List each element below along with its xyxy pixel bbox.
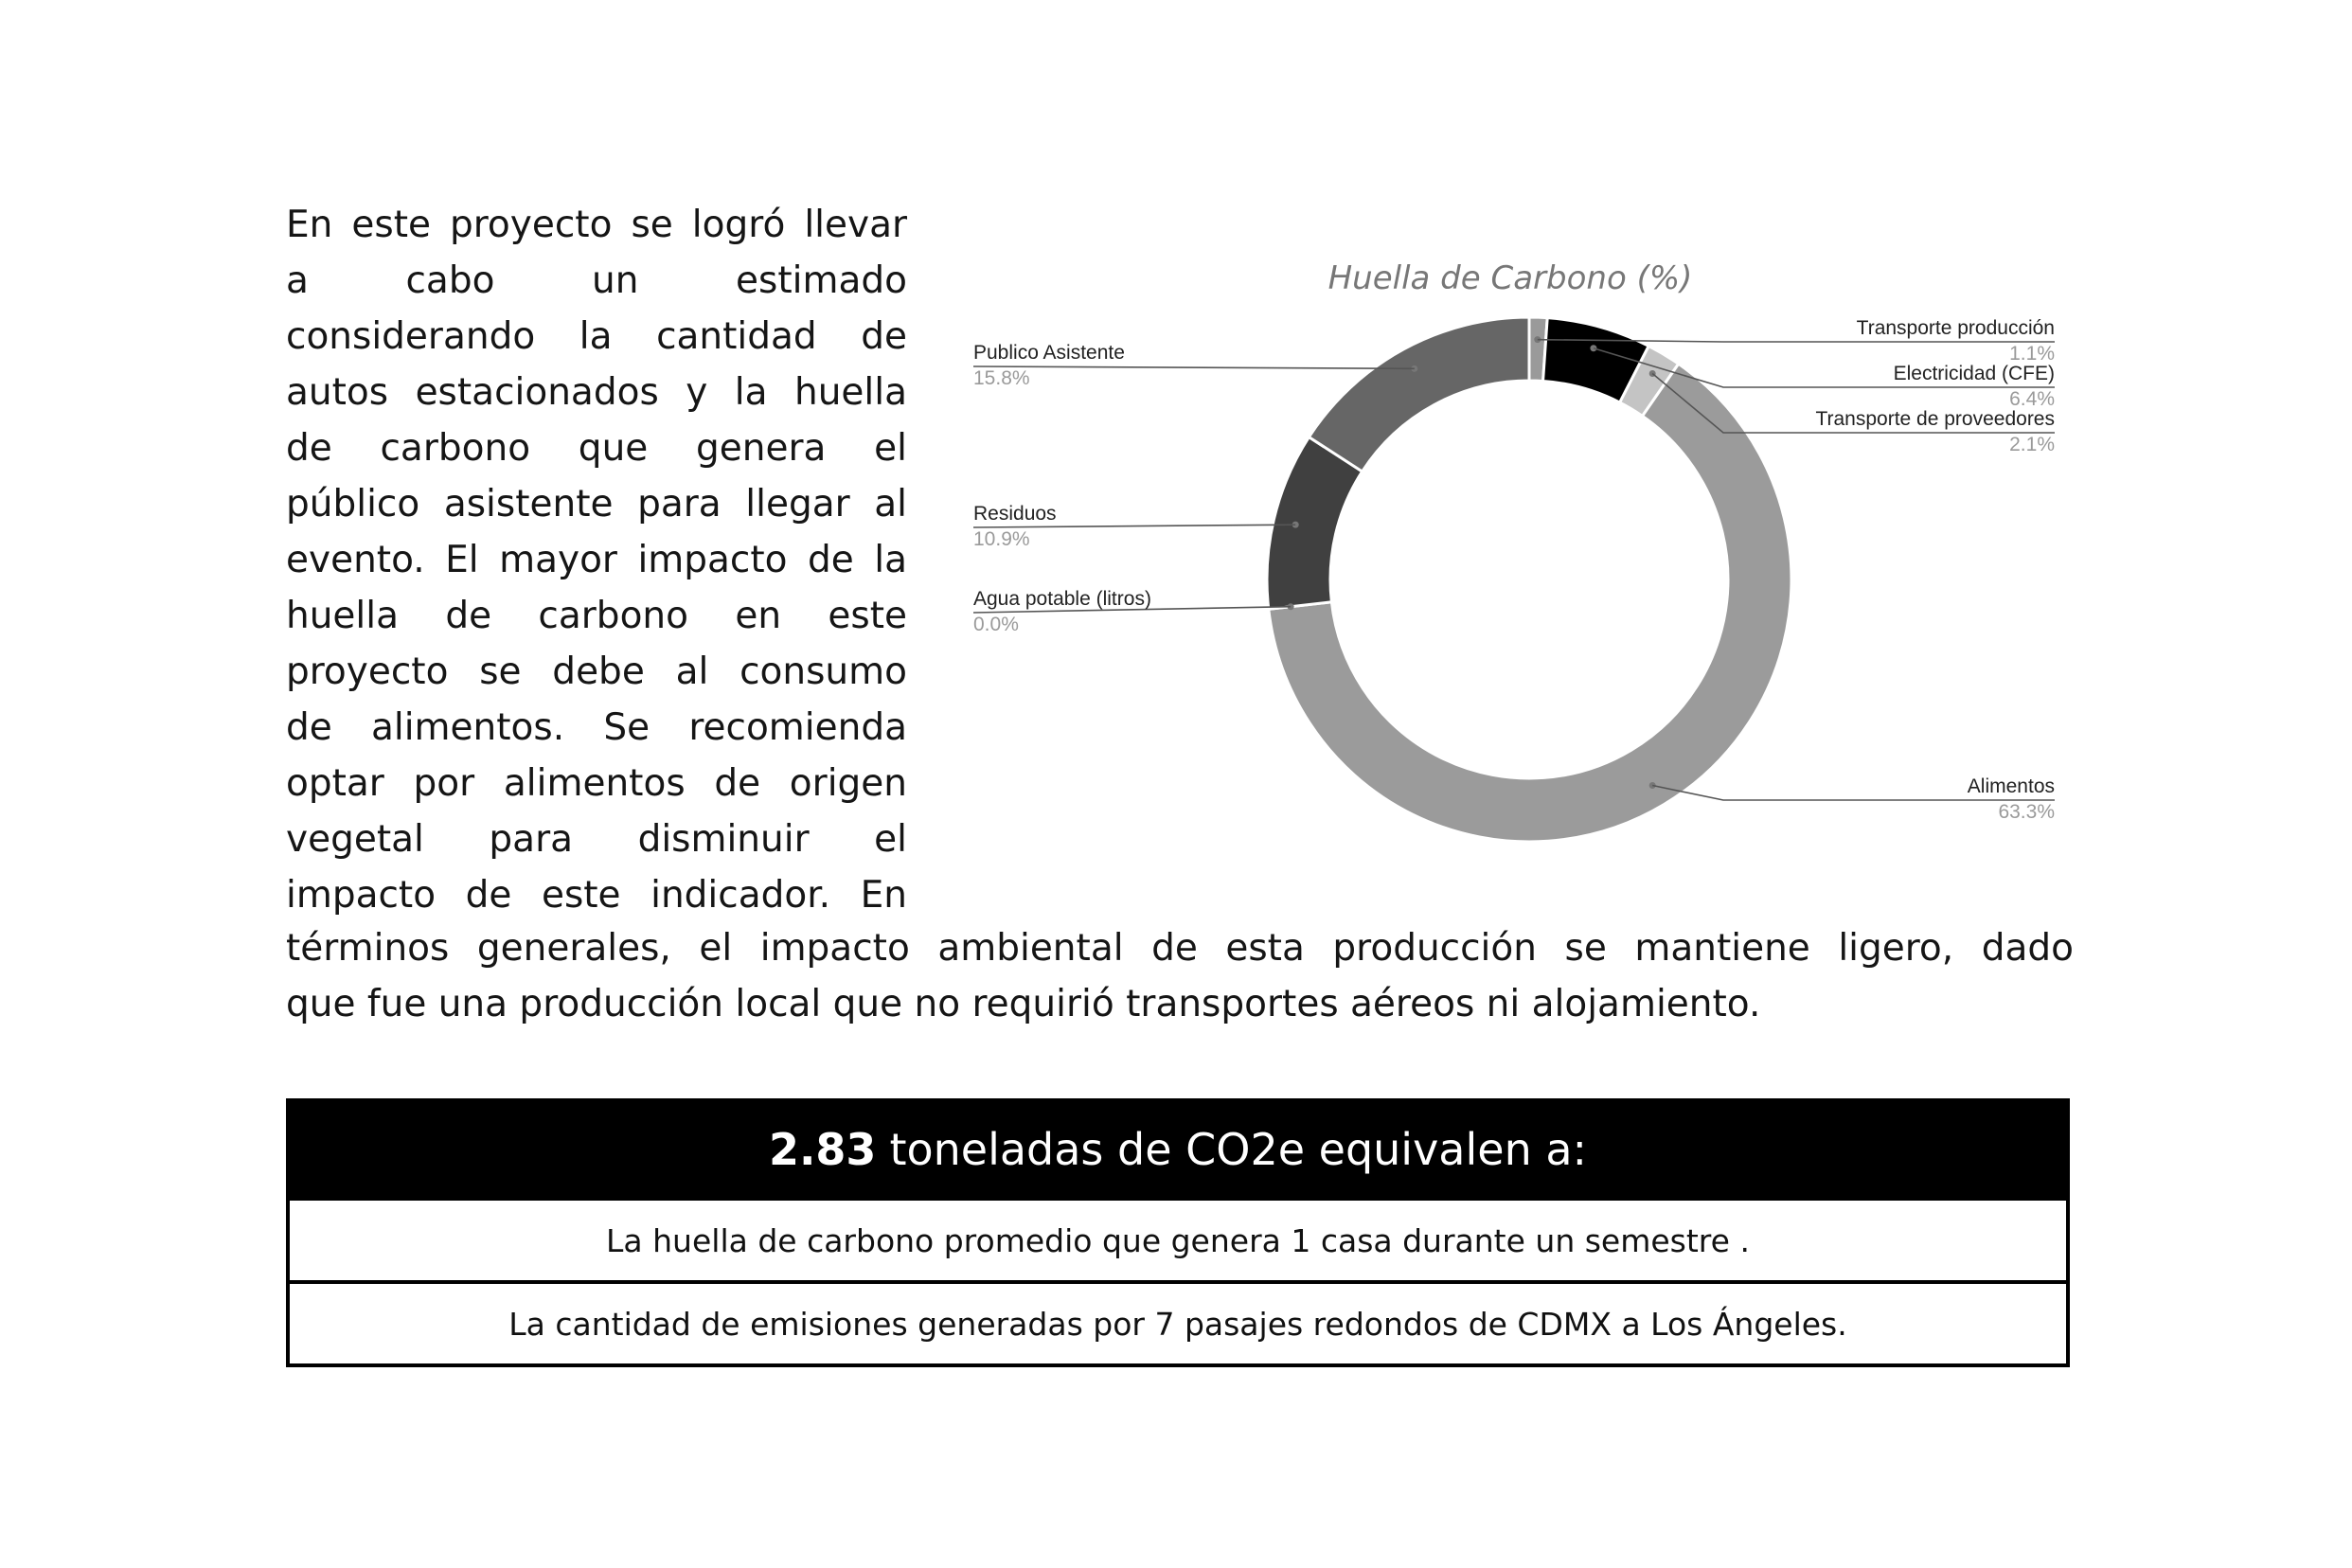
slice-label-value: 2.1%: [2009, 434, 2055, 455]
slice-label-name: Alimentos: [1967, 775, 2055, 797]
slice-label-value: 63.3%: [1998, 801, 2055, 823]
slice-label-value: 0.0%: [973, 614, 1019, 635]
donut-slice: [1309, 317, 1529, 472]
paragraph-line: términos generales, el impacto ambiental de esta producción se mantiene ligero, dado: [286, 927, 2074, 970]
paragraph-line: que fue una producción local que no requirió transportes aéreos ni alojamiento.: [286, 983, 1761, 1025]
table-row: La cantidad de emisiones generadas por 7 pasajes redondos de CDMX a Los Ángeles.: [290, 1280, 2066, 1363]
slice-label-name: Agua potable (litros): [973, 588, 1151, 610]
intro-paragraph: [286, 197, 907, 923]
table-header: [290, 1102, 2066, 1197]
chart-title: Huella de Carbono (%): [1327, 259, 1693, 297]
leader-line: [973, 525, 1295, 527]
slice-label-name: Publico Asistente: [973, 342, 1125, 364]
slice-label-value: 6.4%: [2009, 388, 2055, 410]
paragraph-line: vegetal para disminuir el: [286, 818, 907, 861]
paragraph-line: evento. El mayor impacto de la: [286, 539, 907, 581]
slice-label-value: 10.9%: [973, 528, 1030, 550]
table-header-text: toneladas de CO2e equivalen a:: [889, 1124, 1588, 1175]
table-row: La huella de carbono promedio que genera 1 casa durante un semestre .: [290, 1197, 2066, 1280]
paragraph-line: En este proyecto se logró llevar: [286, 204, 907, 246]
slice-label-name: Transporte producción: [1856, 317, 2055, 339]
slice-label-value: 15.8%: [973, 367, 1030, 389]
slice-labels: [973, 317, 2055, 823]
slice-label-value: 1.1%: [2009, 343, 2055, 365]
paragraph-line: considerando la cantidad de: [286, 315, 907, 358]
carbon-footprint-donut-chart: [966, 241, 2121, 866]
paragraph-line: impacto de este indicador. En: [286, 874, 907, 917]
paragraph-line: huella de carbono en este: [286, 595, 907, 637]
co2-equivalence-table: [286, 1098, 2070, 1367]
slice-label-name: Electricidad (CFE): [1893, 363, 2055, 384]
paragraph-line: autos estacionados y la huella: [286, 371, 907, 414]
co2-tonnes-value: 2.83: [768, 1124, 877, 1175]
donut-slices: [1267, 317, 1791, 842]
paragraph-line: a cabo un estimado: [286, 259, 907, 302]
paragraph-line: público asistente para llegar al: [286, 483, 907, 526]
slice-label-name: Transporte de proveedores: [1815, 408, 2055, 430]
paragraph-line: optar por alimentos de origen: [286, 762, 907, 805]
paragraph-line: de alimentos. Se recomienda: [286, 706, 907, 749]
paragraph-line: proyecto se debe al consumo: [286, 650, 907, 693]
paragraph-line: de carbono que genera el: [286, 427, 907, 470]
slice-label-name: Residuos: [973, 503, 1057, 525]
leader-line: [973, 366, 1415, 368]
intro-paragraph-continued: [286, 920, 2074, 1032]
